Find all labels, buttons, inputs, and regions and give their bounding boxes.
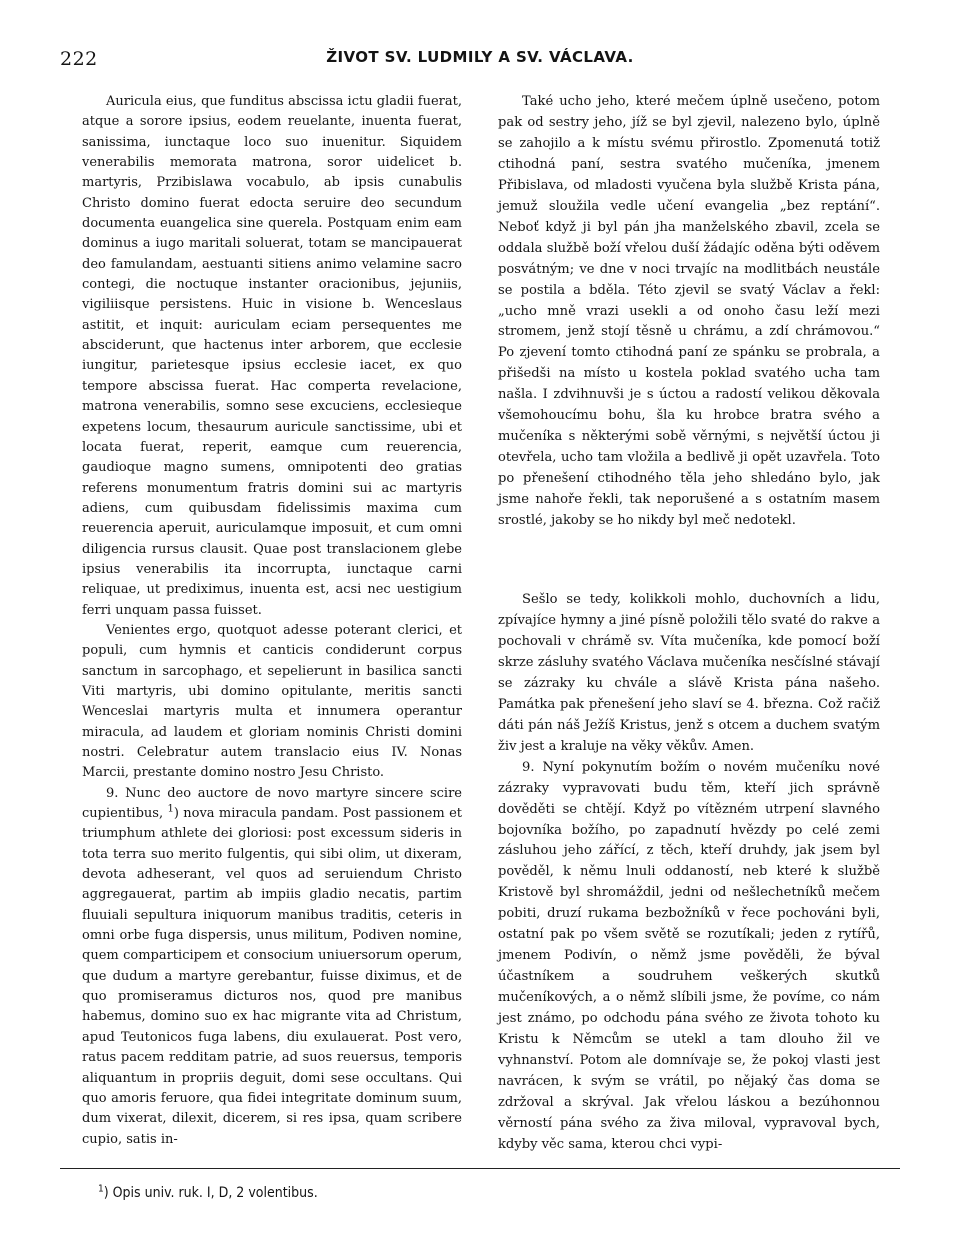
latin-paragraph-2: Venientes ergo, quotquot adesse poterant clerici, et populi, cum hymnis et canticis condiderunt corpus sanctum in sarcophago, et sepelierunt in basilica sancti Viti martyris, ubi domino opitulante, meritis sancti Wenceslai martyris multa et innumera operantur miracula, ad laudem et gloriam nominis Christi domini nostri. Celebratur autem translacio eius IV. Nonas Marcii, prestante domino nostro Jesu Christo. <box>82 622 462 781</box>
running-title: ŽIVOT SV. LUDMILY A SV. VÁCLAVA. <box>326 48 634 66</box>
page-number: 222 <box>60 48 98 70</box>
latin-paragraph-1: Auricula eius, que funditus abscissa ictu gladii fuerat, atque a sorore ipsius, eodem reuelante, inuenta fuerat, sanissima, iunctaque loco suo inuenitur. Siquidem venerabilis memorata matrona, soror uidelicet b. martyris, Przibislawa vocabulo, ab ipsis cunabulis Christo domino fuerat edocta seruire deo secundum documenta euangelica sine querela. Postquam enim eam dominus a iugo maritali soluerat, totam se mancipauerat deo famulandam, aestuanti sitiens animo velamine sacro contegi, die noctuque instanter oracionibus, jejuniis, vigiliisque persistens. Huic in visione b. Wenceslaus astitit, et inquit: auriculam eciam persequentes me absciderunt, que hactenus inter arborem, que ecclesie iungitur, parietesque ipsius ecclesie iacet, ex quo tempore abscissa fuerat. Hac comperta revelacione, matrona venerabilis, somno sese excuciens, ecclesieque expetens locum, thesaurum auricule sanctissime, ubi et locata fuerat, reperit, eamque cum reuerencia, gaudioque magno sumens, omnipotenti deo gratias referens monumentum fratris domini sui ac martyris adiens, cum quibusdam fidelissimis maxima cum reuerencia aperuit, auriculamque imposuit, et cum omni diligencia rursus clausit. Quae post translacionem glebe ipsius venerabilis ita incorrupta, iunctaque carni reliquae, ut prediximus, inuenta est, acsi nec uestigium ferri unquam passa fuisset. <box>82 94 462 618</box>
footnote-text: ) Opis univ. ruk. I, D, 2 volentibus. <box>103 1185 318 1201</box>
latin-column <box>82 92 462 1150</box>
footnote-marker: 1 <box>98 1183 104 1195</box>
latin-p3-rest: ) nova miracula pandam. Post passionem et triumphum athlete dei gloriosi: post excessum sideris in tota terra suo merito fulgentis, qui sibi olim, ut dixeram, devota adheserant, vel quos ad seruiendum Christo aggregauerat, partim ab impiis gladio necatis, partim fluuiali sepultura iniquorum manibus traditis, ceteris in omni orbe fuga dispersis, unus militum, Podiven nomine, quem comparticipem et consocium uniuersorum operum, que dudum a martyre gerebantur, fuisse diximus, et de quo promiseramus dicturos nos, quod pre manibus habemus, domino suo ex hac migrante vita ad Christum, apud Teutonicos fuga labens, diu exulauerat. Post vero, ratus pacem redditam patrie, ad suos reuersus, temporis aliquantum in propriis deguit, domi sese occultans. Qui quo amoris feruore, qua fidei integritate dominum suum, dum vixerat, dilexit, dicerem, si res ipsa, quam scribere cupio, satis in- <box>82 806 462 1147</box>
latin-paragraph-3 <box>82 784 462 1150</box>
czech-column <box>498 92 880 1156</box>
czech-paragraph-3: 9. Nyní pokynutím božím o novém mučeníku nové zázraky vypravovati budu těm, kteří jich správně dověděti se chtějí. Když po vítězném utrpení slavného bojovníka božího, po zapadnutí hvězdy po celé zemi zásluhou jeho zářící, z těch, kteří druhdy, jak jsem byl pověděl, k němu lnuli oddaností, neb které k službě Kristově byl shromáždil, jedni od nešlechetníků mečem pobiti, druzí rukama bezbožníků v řece pochováni byli, ostatní pak po všem světě se rozutíkali; jeden z rytířů, jmenem Podivín, o němž jsme pověděli, že býval účastníkem a soudruhem veškerých skutků mučeníkových, a o němž slíbili jsme, že povíme, co nám jest známo, po odchodu pána svého ze života tohoto ku Kristu k Němcům se utekl a tam dlouho žil ve vyhnanství. Potom ale domnívaje se, že pokoj vlasti jest navrácen, k svým se vrátil, po nějaký čas doma se zdržoval a skrýval. Jak vřelou láskou a bezúhonnou věrností pána svého za živa miloval, vypravoval bych, kdyby věc sama, kterou chci vypi- <box>498 759 880 1152</box>
czech-paragraph-2: Sešlo se tedy, kolikkoli mohlo, duchovních a lidu, zpívajíce hymny a jiné písně položili tělo svaté do rakve a pochovali v chrámě sv. Víta mučeníka, kde pomocí boží skrze zásluhy svatého Václava mučeníka nesčíslné stávají se zázraky ku chvále a slávě Krista pána našeho. Památka pak přenešení jeho slaví se 4. března. Což račiž dáti pán náš Ježíš Kristus, jenž s otcem a duchem svatým živ jest a kraluje na věky věkův. Amen. <box>498 592 880 754</box>
footnote-rule <box>60 1168 900 1169</box>
footnote <box>98 1185 318 1201</box>
latin-p3-start: 9. Nunc deo auctore de novo martyre sincere scire cupientibus, <box>82 785 462 822</box>
czech-paragraph-1: Také ucho jeho, které mečem úplně usečeno, potom pak od sestry jeho, jíž se byl zjevil, nalezeno bylo, úplně se zahojilo a k místu svému přirostlo. Zpomenutá totiž ctihodná paní, sestra svatého mučeníka, jmenem Přibislava, od mladosti vyučena byla službě Krista pána, jemuž sloužila vedle učení evangelia „bez reptání“. Neboť když ji byl pán jha manželského zbavil, zcela se oddala službě boží vřelou duší žádajíc oděna býti oděvem posvátným; ve dne v noci trvajíc na modlitbách neustále se postila a bděla. Této zjevil se svatý Václav a řekl: „ucho mně vrazi usekli a od onoho času leží mezi stromem, jenž stojí těsně u chrámu, a zdí chrámovou.“ Po zjevení tomto ctihodná paní ze spánku se probrala, a přišedši na místo u kostela poklad svatého ucha tam našla. I zdvihnuvši je s úctou a radostí velikou děkovala všemohoucímu bohu, šla ku hrobce bratra svého a mučeníka s některými sobě věrnými, s největší úctou ji otevřela, ucho tam vložila a bedlivě ji opět uzavřela. Toto po přenešení ctihodného těla jeho shledáno bylo, jak jsme nahoře řekli, tak neporušené a s ostatním masem srostlé, jakoby se ho nikdy byl meč nedotekl. <box>498 94 880 529</box>
column-gap <box>498 532 880 590</box>
footnote-reference[interactable]: 1 <box>167 803 174 815</box>
